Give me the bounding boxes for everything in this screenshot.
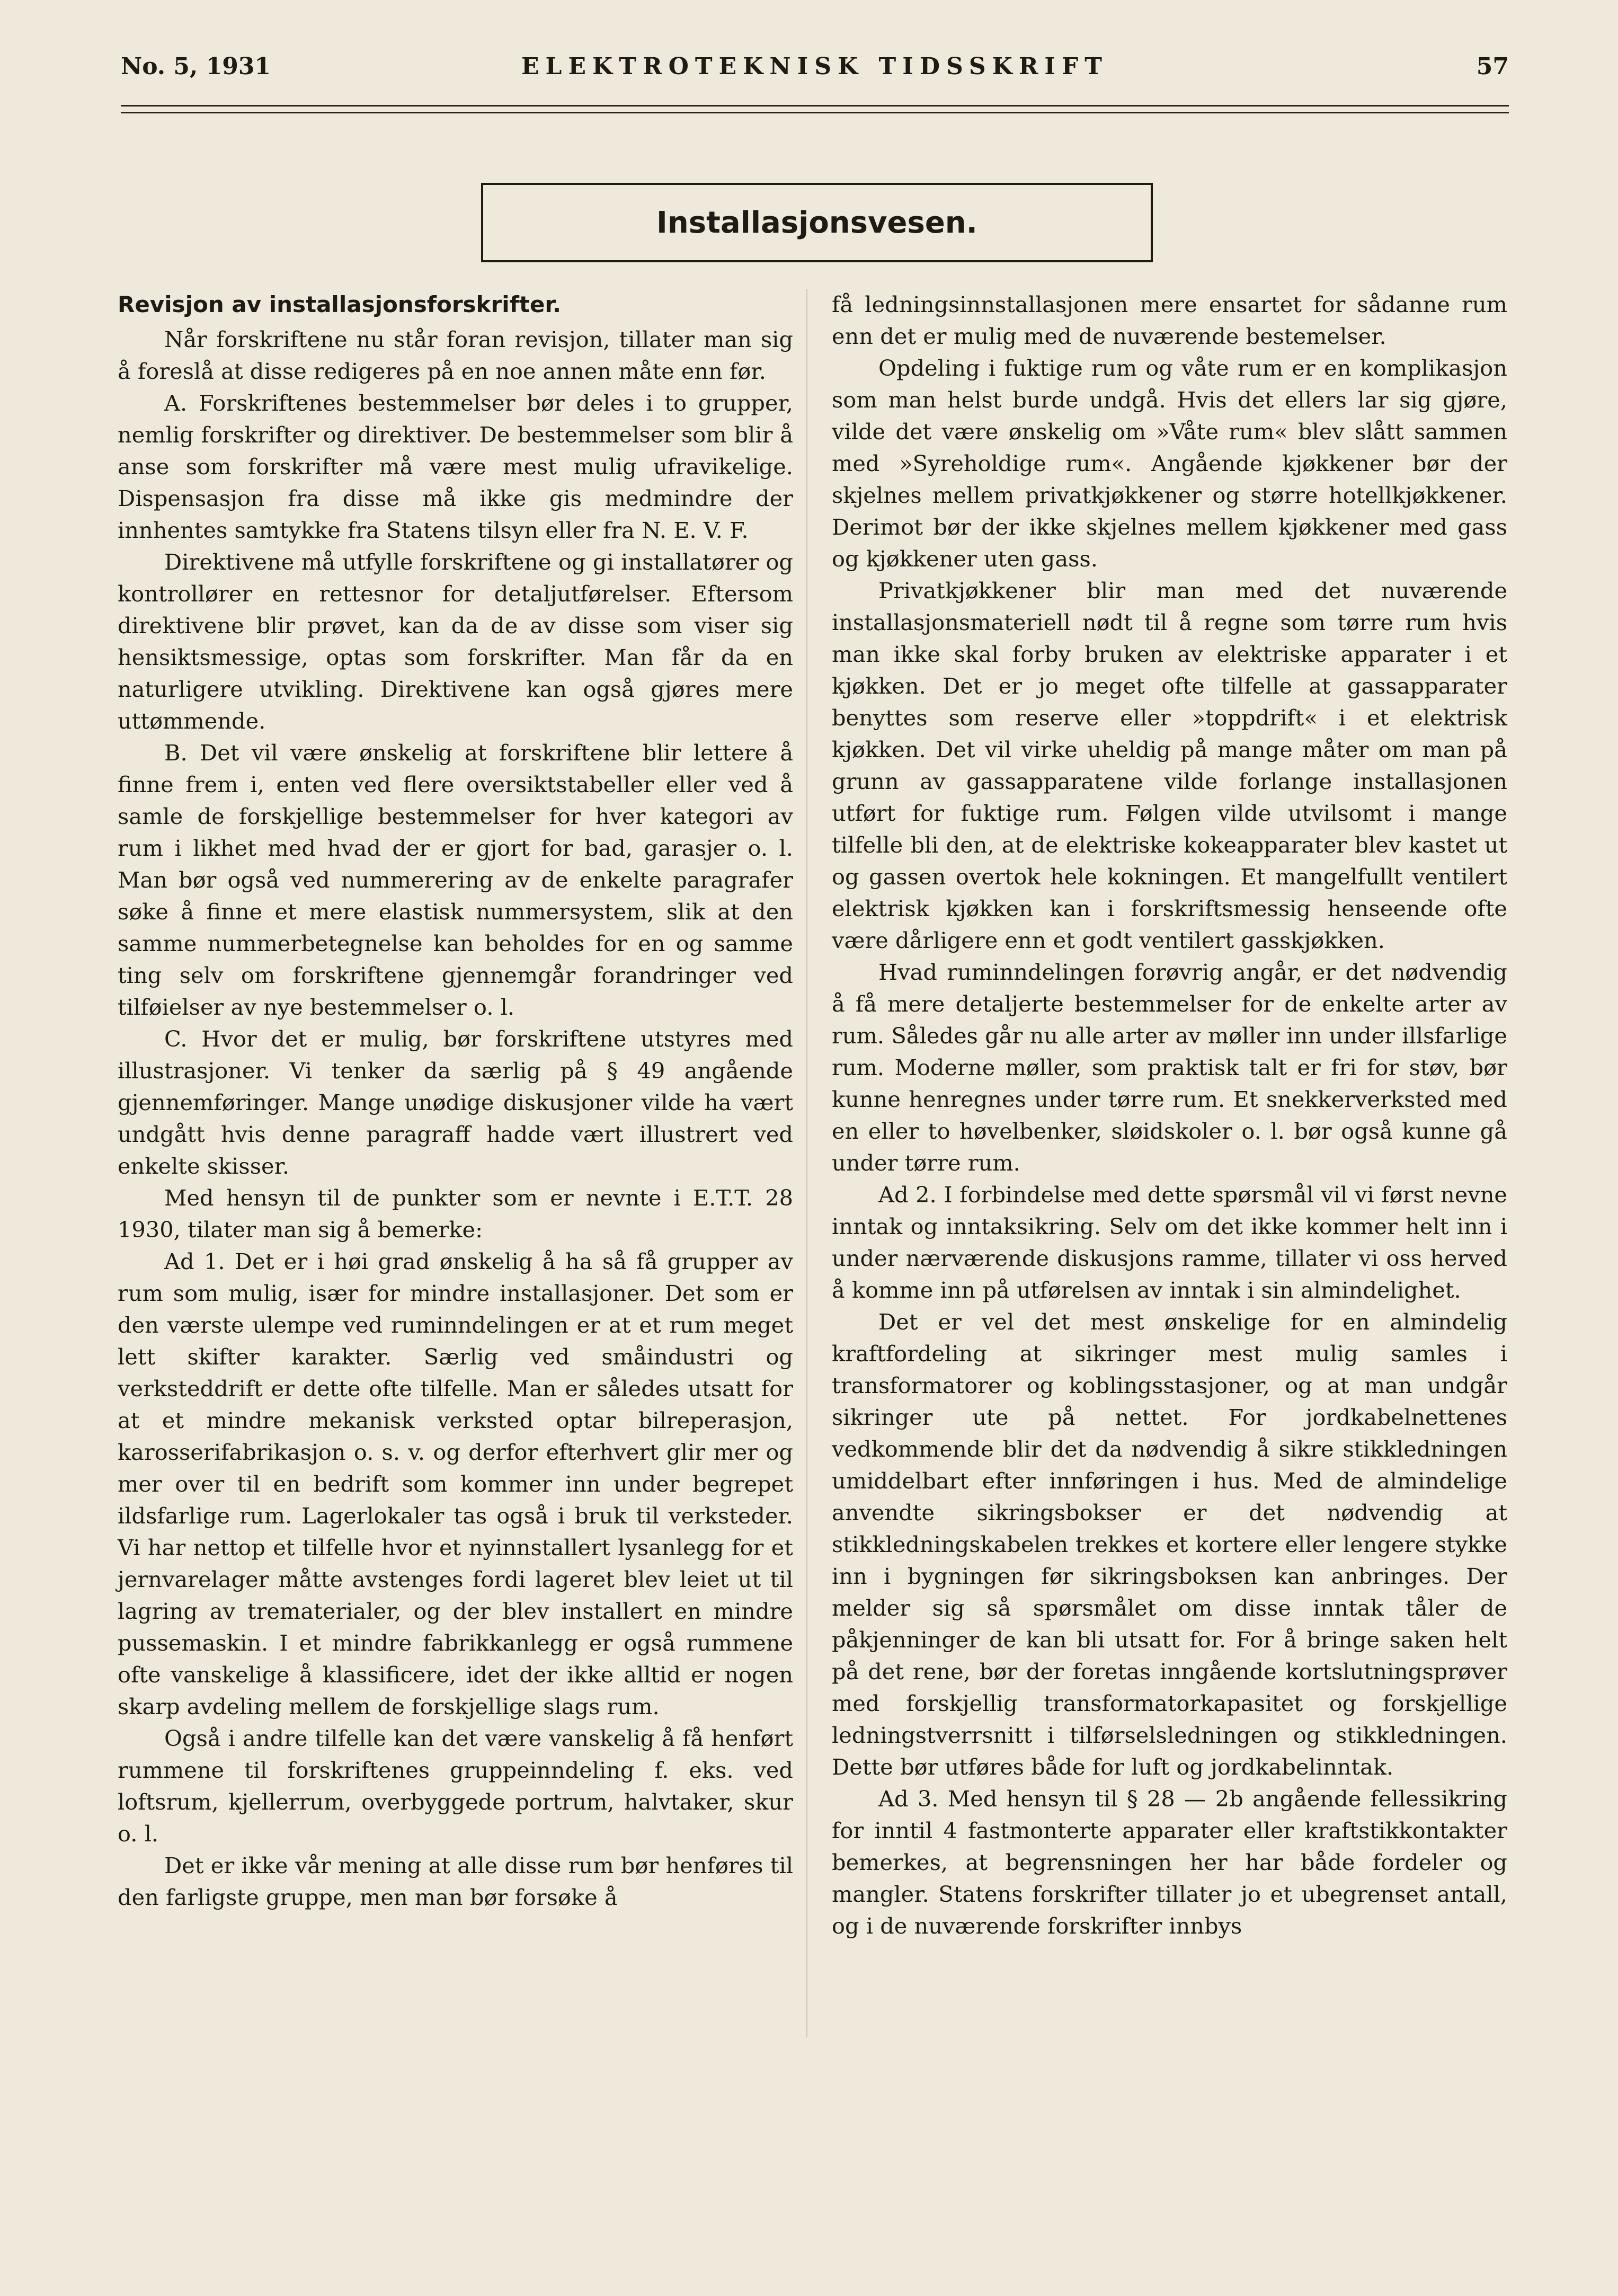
paragraph: Det er vel det mest ønskelige for en almindelig kraftfordeling at sikringer mest mulig samles i transformatorer og koblingsstasjoner, og at man undgår sikringer ute på nettet. For jordkabelnettenes vedkommende blir det da nødvendig å sikre stikkledningen umiddelbart efter innføringen i hus. Med de almindelige anvendte sikringsbokser er det nødvendig at stikkledningskabelen trekkes et kortere eller lengere stykke inn i bygningen før sikringsboksen kan anbringes. Der melder sig så spørsmålet om disse inntak tåler de påkjenninger de kan bli utsatt for. For å bringe saken helt på det rene, bør der foretas inngående kortslutningsprøver med forskjellig transformatorkapasitet og forskjellige ledningstverrsnitt i tilførselsledningen og stikkledningen. Dette bør utføres både for luft og jordkabelinntak. [832,1309,1507,1780]
left-column [118,289,793,1913]
paragraph: Det er ikke vår mening at alle disse rum bør henføres til den farligste gruppe, men man bør forsøke å [118,1852,793,1910]
journal-title: ELEKTROTEKNISK TIDSSKRIFT [521,53,1108,80]
page-number: 57 [1476,53,1509,80]
paragraph: Direktivene må utfylle forskriftene og gi installatører og kontrollører en rettesnor for detaljutførelser. Eftersom direktivene blir prøvet, kan da de av disse som viser sig hensiktsmessige, optas som forskrifter. Man får da en naturligere utvikling. Direktivene kan også gjøres mere uttømmende. [118,549,793,734]
paragraph: C. Hvor det er mulig, bør forskriftene utstyres med illustrasjoner. Vi tenker da særlig på § 49 angående gjennemføringer. Mange unødige diskusjoner vilde ha vært undgått hvis denne paragraff hadde vært illustrert ved enkelte skisser. [118,1026,793,1179]
right-column [832,289,1507,1942]
paragraph: Også i andre tilfelle kan det være vanskelig å få henført rummene til forskriftenes gruppeinndeling f. eks. ved loftsrum, kjellerrum, overbyggede portrum, halvtaker, skur o. l. [118,1725,793,1847]
section-title: Installasjonsvesen. [481,183,1153,262]
column-divider [806,289,807,2037]
paragraph: Ad 2. I forbindelse med dette spørsmål vil vi først nevne inntak og inntaksikring. Selv om det ikke kommer helt inn i under nærværende diskusjons ramme, tillater vi oss herved å komme inn på utførelsen av inntak i sin almindelighet. [832,1182,1507,1303]
paragraph: Ad 1. Det er i høi grad ønskelig å ha så få grupper av rum som mulig, især for mindre installasjoner. Det som er den værste ulempe ved ruminndelingen er at et rum meget lett skifter karakter. Særlig ved småindustri og verksteddrift er dette ofte tilfelle. Man er således utsatt for at et mindre mekanisk verksted optar bilreperasjon, karosserifabrikasjon o. s. v. og derfor efterhvert glir mer og mer over til en bedrift som kommer inn under begrepet ildsfarlige rum. Lagerlokaler tas også i bruk til verksteder. Vi har nettop et tilfelle hvor et nyinnstallert lysanlegg for et jernvarelager måtte avstenges fordi lageret blev leiet ut til lagring av trematerialer, og der blev installert en mindre pussemaskin. I et mindre fabrikkanlegg er også rummene ofte vanskelige å klassificere, idet der ikke alltid er nogen skarp avdeling mellem de forskjellige slags rum. [118,1248,793,1719]
paragraph: Ad 3. Med hensyn til § 28 — 2b angående fellessikring for inntil 4 fastmonterte apparater eller kraftstikkontakter bemerkes, at begrensningen her har både fordeler og mangler. Statens forskrifter tillater jo et ubegrenset antall, og i de nuværende forskrifter innbys [832,1786,1507,1939]
paragraph: få ledningsinnstallasjonen mere ensartet for sådanne rum enn det er mulig med de nuværende bestemelser. [832,291,1507,349]
paragraph: A. Forskriftenes bestemmelser bør deles i to grupper, nemlig forskrifter og direktiver. De bestemmelser som blir å anse som forskrifter må være mest mulig ufravikelige. Dispensasjon fra disse må ikke gis medmindre der innhentes samtykke fra Statens tilsyn eller fra N. E. V. F. [118,390,793,543]
issue-number: No. 5, 1931 [121,53,271,80]
header-rule [121,105,1509,113]
paragraph: Hvad ruminndelingen forøvrig angår, er det nødvendig å få mere detaljerte bestemmelser for de enkelte arter av rum. Således går nu alle arter av møller inn under illsfarlige rum. Moderne møller, som praktisk talt er fri for støv, bør kunne henregnes under tørre rum. Et snekkerverksted med en eller to høvelbenker, sløidskoler o. l. bør også kunne gå under tørre rum. [832,959,1507,1176]
paragraph: Når forskriftene nu står foran revisjon, tillater man sig å foreslå at disse redigeres på en noe annen måte enn før. [118,326,793,384]
paragraph: Opdeling i fuktige rum og våte rum er en komplikasjon som man helst burde undgå. Hvis det ellers lar sig gjøre, vilde det være ønskelig om »Våte rum« blev slått sammen med »Syreholdige rum«. Angående kjøkkener bør der skjelnes mellem privatkjøkkener og større hotellkjøkkener. Derimot bør der ikke skjelnes mellem kjøkkener med gass og kjøkkener uten gass. [832,355,1507,572]
article-heading: Revisjon av installasjonsforskrifter. [118,291,562,317]
paragraph: Med hensyn til de punkter som er nevnte i E.T.T. 28 1930, tilater man sig å bemerke: [118,1185,793,1243]
paragraph: Privatkjøkkener blir man med det nuværende installasjonsmateriell nødt til å regne som tørre rum hvis man ikke skal forby bruken av elektriske apparater i et kjøkken. Det er jo meget ofte tilfelle at gassapparater benyttes som reserve eller »toppdrift« i et elektrisk kjøkken. Det vil virke uheldig på mange måter om man på grunn av gassapparatene vilde forlange installasjonen utført for fuktige rum. Følgen vilde utvilsomt i mange tilfelle bli den, at de elektriske kokeapparater blev kastet ut og gassen overtok hele kokningen. Et mangelfullt ventilert elektrisk kjøkken kan i forskriftsmessig henseende ofte være dårligere enn et godt ventilert gasskjøkken. [832,578,1507,953]
paragraph: B. Det vil være ønskelig at forskriftene blir lettere å finne frem i, enten ved flere oversiktstabeller eller ved å samle de forskjellige bestemmelser for hver kategori av rum i likhet med hvad der er gjort for bad, garasjer o. l. Man bør også ved nummerering av de enkelte paragrafer søke å finne et mere elastisk nummersystem, slik at den samme nummerbetegnelse kan beholdes for en og samme ting selv om forskriftene gjennemgår forandringer ved tilføielser av nye bestemmelser o. l. [118,740,793,1020]
running-header [121,53,1509,85]
